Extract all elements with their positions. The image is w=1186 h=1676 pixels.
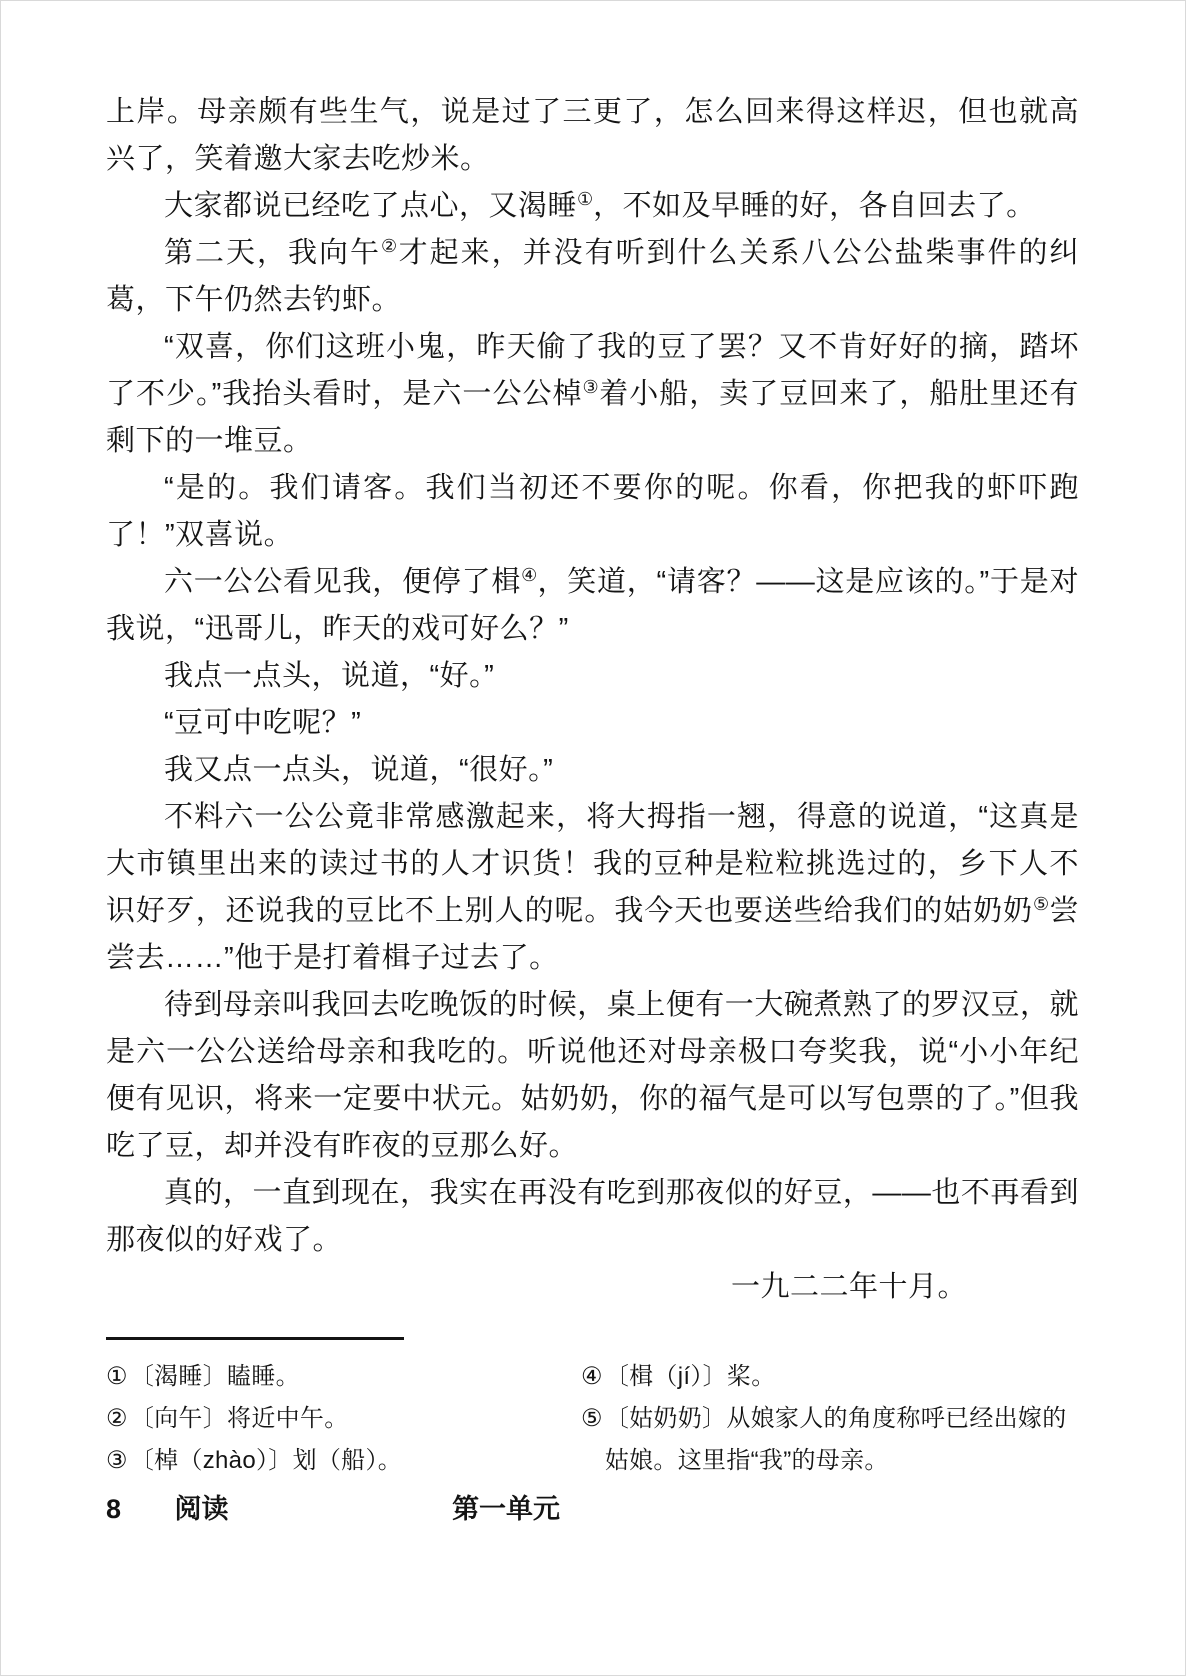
footnote-ref: ② <box>380 236 399 256</box>
body-paragraph: 我又点一点头，说道，“很好。” <box>164 754 554 786</box>
footnote-marker: ② <box>106 1405 128 1432</box>
body-paragraph: 上岸。母亲颇有些生气，说是过了三更了，怎么回来得这样迟，但也就高兴了，笑着邀大家去吃炒米。 <box>106 96 1079 175</box>
body-paragraph: 真的，一直到现在，我实在再没有吃到那夜似的好豆，——也不再看到那夜似的好戏了。 <box>106 1177 1079 1256</box>
body-paragraph: “豆可中吃呢？” <box>164 707 362 739</box>
footnote-item <box>581 1356 1079 1398</box>
footnote-item <box>106 1398 581 1440</box>
footnote-item <box>581 1398 1079 1482</box>
footnote-text: 〔向午〕将近中午。 <box>129 1405 349 1432</box>
footnote-ref: ③ <box>582 377 600 397</box>
date-line: 一九二二年十月。 <box>730 1271 967 1303</box>
body-paragraph: 大家都说已经吃了点心，又渴睡①，不如及早睡的好，各自回去了。 <box>164 189 1036 222</box>
footer-unit-label: 第一单元 <box>452 1494 561 1524</box>
footnote-text: 〔棹（zhào）〕划（船）。 <box>129 1447 403 1474</box>
page-number: 8 <box>106 1494 122 1524</box>
footnote-text: 〔姑奶奶〕从娘家人的角度称呼已经出嫁的姑娘。这里指“我”的母亲。 <box>604 1405 1067 1474</box>
body-paragraph: 我点一点头，说道，“好。” <box>164 660 495 692</box>
body-paragraph: 待到母亲叫我回去吃晚饭的时候，桌上便有一大碗煮熟了的罗汉豆，就是六一公公送给母亲和我吃的。听说他还对母亲极口夸奖我，说“小小年纪便有见识，将来一定要中状元。姑奶奶，你的福气是可以写包票的了。”但我吃了豆，却并没有昨夜的豆那么好。 <box>106 989 1079 1162</box>
footnote-text: 〔楫（jí）〕桨。 <box>604 1363 776 1390</box>
footnote-ref: ④ <box>521 565 538 585</box>
page-footer <box>106 1496 560 1523</box>
footnote-marker: ⑤ <box>581 1405 603 1432</box>
footnotes-left <box>106 1356 581 1482</box>
body-paragraph: 六一公公看见我，便停了楫④，笑道，“请客？——这是应该的。”于是对我说，“迅哥儿，昨天的戏可好么？” <box>106 565 1079 645</box>
footnotes-right <box>581 1356 1079 1482</box>
footer-section-label: 阅读 <box>174 1494 229 1524</box>
body-text <box>106 89 1079 1264</box>
footnote-text: 〔渴睡〕瞌睡。 <box>129 1363 300 1390</box>
footnotes <box>106 1356 1079 1482</box>
footnote-ref: ⑤ <box>1032 894 1050 914</box>
body-paragraph: “是的。我们请客。我们当初还不要你的呢。你看，你把我的虾吓跑了！”双喜说。 <box>106 472 1079 551</box>
footnote-marker: ① <box>106 1363 128 1390</box>
footnote-marker: ③ <box>106 1447 128 1474</box>
footnote-separator <box>106 1337 404 1340</box>
footnote-ref: ① <box>577 189 594 209</box>
body-paragraph: “双喜，你们这班小鬼，昨天偷了我的豆了罢？又不肯好好的摘，踏坏了不少。”我抬头看时，是六一公公棹③着小船，卖了豆回来了，船肚里还有剩下的一堆豆。 <box>106 331 1079 457</box>
footnote-item <box>106 1356 581 1398</box>
body-paragraph: 第二天，我向午②才起来，并没有听到什么关系八公公盐柴事件的纠葛，下午仍然去钓虾。 <box>106 236 1079 316</box>
footnote-item <box>106 1440 581 1482</box>
body-paragraph: 不料六一公公竟非常感激起来，将大拇指一翘，得意的说道，“这真是大市镇里出来的读过书的人才识货！我的豆种是粒粒挑选过的，乡下人不识好歹，还说我的豆比不上别人的呢。我今天也要送些给我们的姑奶奶⑤尝尝去……”他于是打着楫子过去了。 <box>106 801 1079 974</box>
footnote-marker: ④ <box>581 1363 603 1390</box>
